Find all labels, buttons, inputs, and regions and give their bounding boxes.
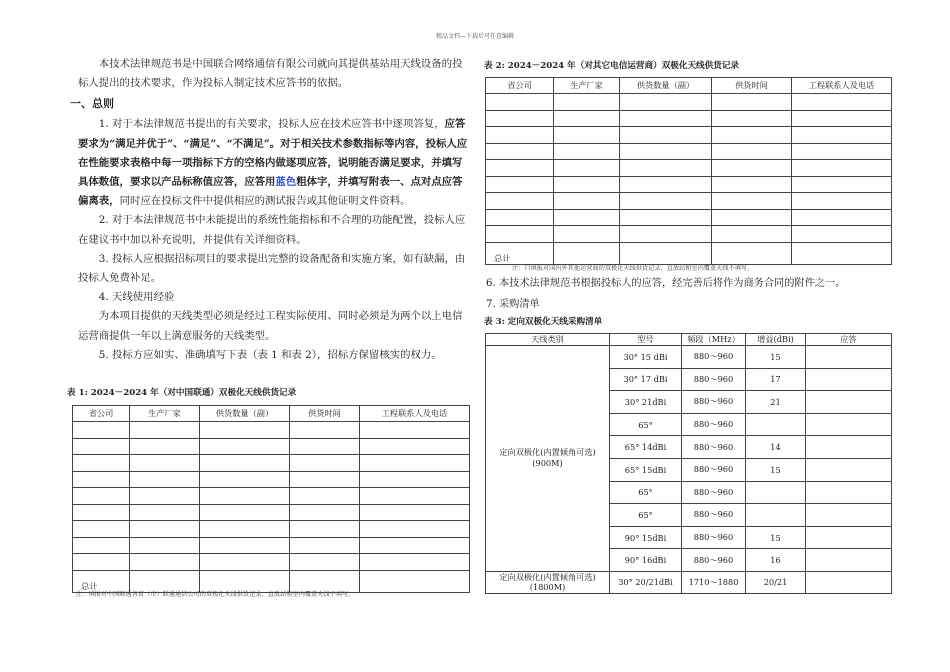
table-cell xyxy=(73,554,130,571)
table1-header-cell: 生产厂家 xyxy=(130,406,200,422)
gain-cell: 21 xyxy=(746,391,806,414)
table-cell xyxy=(486,226,554,243)
item4-body: 为本项目提供的天线类型必须是经过工程实际使用、同时必须是为两个以上电信运营商提供一年以上满意服务的天线类型。 xyxy=(78,310,463,342)
model-cell: 65° xyxy=(610,504,682,527)
table-cell xyxy=(712,209,792,226)
table2-caption: 表 2: 2024－2024 年（对其它电信运营商）双极化天线供货记录 xyxy=(484,61,740,71)
table-cell xyxy=(792,110,892,127)
model-cell: 65° 15dBi xyxy=(610,458,682,481)
table-cell xyxy=(712,176,792,193)
table-cell xyxy=(792,209,892,226)
model-cell: 30° 20/21dBi xyxy=(610,571,682,593)
table-cell xyxy=(792,226,892,243)
answer-cell xyxy=(806,458,892,481)
table-cell xyxy=(290,438,360,455)
table-cell xyxy=(290,504,360,521)
table3-header-cell: 增益(dBi) xyxy=(746,334,806,346)
table1-caption: 表 1: 2024－2024 年（对中国联通）双极化天线供货记录 xyxy=(67,388,297,398)
answer-cell xyxy=(806,391,892,414)
table3-header-cell: 型号 xyxy=(610,334,682,346)
table-cell xyxy=(554,193,620,210)
table-cell xyxy=(360,504,470,521)
table-cell xyxy=(620,193,712,210)
table-cell xyxy=(290,521,360,538)
item1-b: 应答要求为“满足并优于”、“满足”、“不满足”。对于相关技术参数指标等内容，投标人应在性能要求表格中每一项指标下方的空格内做逐项应答，说明能否满足要求，并填写具体数值，要求以产品标称值应答，应答用 xyxy=(78,118,468,189)
table-cell xyxy=(554,209,620,226)
table-cell xyxy=(73,438,130,455)
model-cell: 90° 15dBi xyxy=(610,526,682,549)
table-row xyxy=(73,554,470,571)
table-row xyxy=(73,422,470,439)
table-cell xyxy=(73,537,130,554)
gain-cell: 15 xyxy=(746,458,806,481)
table3-group2-name: 定向双极化(内置倾角可选) (1800M) xyxy=(486,571,610,593)
table2-header-cell: 工程联系人及电话 xyxy=(792,78,892,94)
table-cell xyxy=(620,226,712,243)
table-cell xyxy=(73,422,130,439)
table-cell xyxy=(73,504,130,521)
answer-cell xyxy=(806,346,892,369)
table-cell xyxy=(200,521,290,538)
table1-header-cell: 供货数量（副） xyxy=(200,406,290,422)
band-cell: 880～960 xyxy=(682,481,746,504)
table-row xyxy=(73,471,470,488)
table-cell xyxy=(712,160,792,177)
table-row xyxy=(486,160,892,177)
item4-heading: 4. 天线使用经验 xyxy=(98,291,175,304)
table-row xyxy=(486,193,892,210)
table-cell xyxy=(200,554,290,571)
table-cell xyxy=(712,127,792,144)
table-cell xyxy=(486,110,554,127)
band-cell: 880～960 xyxy=(682,458,746,481)
table-cell xyxy=(712,94,792,111)
table-cell xyxy=(200,537,290,554)
gain-cell xyxy=(746,504,806,527)
gain-cell: 17 xyxy=(746,368,806,391)
table-cell xyxy=(200,438,290,455)
table-cell xyxy=(130,455,200,472)
table3-header-cell: 天线类别 xyxy=(486,334,610,346)
table3-header-cell: 频段（MHz） xyxy=(682,334,746,346)
item1-d: 粗体字，并填写附表一、点对点应答偏离表， xyxy=(78,176,463,208)
answer-cell xyxy=(806,481,892,504)
table-cell xyxy=(554,176,620,193)
gain-cell xyxy=(746,413,806,436)
table-cell xyxy=(620,176,712,193)
table3-header-row xyxy=(486,334,892,346)
table-cell xyxy=(130,488,200,505)
table-cell xyxy=(130,471,200,488)
table-cell xyxy=(290,554,360,571)
table-cell xyxy=(620,110,712,127)
table-cell xyxy=(130,554,200,571)
table-cell xyxy=(290,455,360,472)
table-cell xyxy=(620,160,712,177)
table-row xyxy=(73,438,470,455)
table-cell xyxy=(712,193,792,210)
section-title: 一、总则 xyxy=(70,97,114,111)
table-row xyxy=(73,537,470,554)
table-cell xyxy=(554,226,620,243)
table-cell xyxy=(360,570,470,592)
band-cell: 880～960 xyxy=(682,549,746,572)
gain-cell: 16 xyxy=(746,549,806,572)
table-cell xyxy=(290,422,360,439)
table-row xyxy=(486,346,892,369)
table-cell xyxy=(792,143,892,160)
table-cell xyxy=(360,554,470,571)
table-row xyxy=(486,94,892,111)
table-cell xyxy=(200,504,290,521)
answer-cell xyxy=(806,526,892,549)
table-cell xyxy=(486,193,554,210)
answer-cell xyxy=(806,436,892,459)
table-cell xyxy=(792,160,892,177)
table3-header-cell: 应答 xyxy=(806,334,892,346)
item1-blue: 蓝色 xyxy=(275,176,297,189)
band-cell: 880～960 xyxy=(682,504,746,527)
table-cell xyxy=(200,455,290,472)
item1-paragraph xyxy=(78,115,468,211)
table-row xyxy=(486,110,892,127)
table-cell xyxy=(620,127,712,144)
table2-total-row xyxy=(486,242,892,264)
gain-cell: 20/21 xyxy=(746,571,806,593)
table-cell xyxy=(130,521,200,538)
item2-paragraph: 2. 对于本法律规范书中未能提出的系统性能指标和不合理的功能配置，投标人应在建议书中加以补充说明，并提供有关详细资料。 xyxy=(78,214,466,246)
table2 xyxy=(485,77,892,265)
table-cell xyxy=(200,471,290,488)
model-cell: 65° xyxy=(610,481,682,504)
table1-total-label: 总计 xyxy=(73,570,130,592)
answer-cell xyxy=(806,549,892,572)
table-cell xyxy=(792,127,892,144)
table1 xyxy=(72,405,470,593)
table-cell xyxy=(200,488,290,505)
band-cell: 880～960 xyxy=(682,436,746,459)
table-cell xyxy=(712,242,792,264)
table-row xyxy=(486,176,892,193)
table-row xyxy=(486,571,892,593)
table-cell xyxy=(290,488,360,505)
model-cell: 65° xyxy=(610,413,682,436)
table-cell xyxy=(554,127,620,144)
table-cell xyxy=(554,160,620,177)
table-cell xyxy=(360,471,470,488)
table-cell xyxy=(486,143,554,160)
model-cell: 30° 17 dBi xyxy=(610,368,682,391)
table-row xyxy=(486,143,892,160)
item5-paragraph: 5. 投标方应如实、准确填写下表（表 1 和表 2），招标方保留核实的权力。 xyxy=(98,348,442,361)
table2-header-cell: 供货时间 xyxy=(712,78,792,94)
item1-a: 1. 对于本法律规范书提出的有关要求，投标人应在技术应答书中逐项答复， xyxy=(98,118,445,131)
model-cell: 30° 21dBi xyxy=(610,391,682,414)
table-cell xyxy=(360,422,470,439)
table1-note: 注：填报对中国联通各省（市）联通通信公司的双极化天线供货记录，直放站和室内覆盖天线不填写。 xyxy=(76,591,355,598)
table1-header-cell: 省公司 xyxy=(73,406,130,422)
model-cell: 30° 15 dBi xyxy=(610,346,682,369)
table-cell xyxy=(554,94,620,111)
table-cell xyxy=(360,455,470,472)
table-cell xyxy=(130,438,200,455)
table-row xyxy=(73,455,470,472)
answer-cell xyxy=(806,571,892,593)
table-cell xyxy=(712,143,792,160)
answer-cell xyxy=(806,368,892,391)
gain-cell xyxy=(746,481,806,504)
table3 xyxy=(485,333,892,594)
table-row xyxy=(73,521,470,538)
table-cell xyxy=(360,488,470,505)
table-cell xyxy=(73,455,130,472)
answer-cell xyxy=(806,413,892,436)
table-cell xyxy=(620,209,712,226)
answer-cell xyxy=(806,504,892,527)
table-row xyxy=(73,504,470,521)
table-row xyxy=(486,209,892,226)
table-cell xyxy=(130,422,200,439)
table-row xyxy=(486,226,892,243)
table1-header-cell: 工程联系人及电话 xyxy=(360,406,470,422)
table-cell xyxy=(792,94,892,111)
table-cell xyxy=(792,193,892,210)
table-cell xyxy=(73,521,130,538)
table-cell xyxy=(486,127,554,144)
table-cell xyxy=(792,242,892,264)
model-cell: 65° 14dBi xyxy=(610,436,682,459)
table-cell xyxy=(486,209,554,226)
band-cell: 1710～1880 xyxy=(682,571,746,593)
table-cell xyxy=(290,471,360,488)
table-cell xyxy=(290,537,360,554)
table-cell xyxy=(486,94,554,111)
left-column xyxy=(70,55,468,365)
band-cell: 880～960 xyxy=(682,391,746,414)
band-cell: 880～960 xyxy=(682,368,746,391)
table-cell xyxy=(712,110,792,127)
table-cell xyxy=(360,521,470,538)
table-cell xyxy=(130,504,200,521)
gain-cell: 15 xyxy=(746,526,806,549)
band-cell: 880～960 xyxy=(682,526,746,549)
table-cell xyxy=(620,143,712,160)
gain-cell: 14 xyxy=(746,436,806,459)
table-cell xyxy=(486,176,554,193)
table-cell xyxy=(486,160,554,177)
gain-cell: 15 xyxy=(746,346,806,369)
table-cell xyxy=(554,110,620,127)
table-cell xyxy=(73,488,130,505)
table1-header-cell: 供货时间 xyxy=(290,406,360,422)
item7-heading: 7. 采购清单 xyxy=(486,299,540,310)
table3-group1-name: 定向双极化(内置倾角可选) (900M) xyxy=(486,346,610,572)
model-cell: 90° 16dBi xyxy=(610,549,682,572)
table-row xyxy=(73,488,470,505)
intro-paragraph: 本技术法律规范书是中国联合网络通信有限公司就向其提供基站用天线设备的投标人提出的技术要求，作为投标人制定技术应答书的依据。 xyxy=(78,58,463,90)
table-cell xyxy=(792,176,892,193)
table-cell xyxy=(554,242,620,264)
table2-header-row xyxy=(486,78,892,94)
table-cell xyxy=(130,537,200,554)
table-cell xyxy=(73,471,130,488)
table-cell xyxy=(620,242,712,264)
item1-e: 同时应在投标文件中提供相应的测试报告或其他证明文件资料。 xyxy=(119,195,411,208)
table-cell xyxy=(360,537,470,554)
table-cell xyxy=(360,438,470,455)
table-cell xyxy=(712,226,792,243)
page-header: 精品文档---下载后可任意编辑 xyxy=(435,33,515,40)
table2-header-cell: 省公司 xyxy=(486,78,554,94)
table1-header-row xyxy=(73,406,470,422)
table2-header-cell: 供货数量（副） xyxy=(620,78,712,94)
table2-total-label: 总计 xyxy=(486,242,554,264)
table2-note: 注：只填报对国内外其他运营商的双极化天线供货记录，直放站和室内覆盖天线不填写。 xyxy=(512,265,754,272)
table-cell xyxy=(200,422,290,439)
table-row xyxy=(486,127,892,144)
band-cell: 880～960 xyxy=(682,346,746,369)
table3-caption: 表 3: 定向双极化天线采购清单 xyxy=(484,317,603,327)
band-cell: 880～960 xyxy=(682,413,746,436)
table2-header-cell: 生产厂家 xyxy=(554,78,620,94)
item6-paragraph: 6. 本技术法律规范书根据投标人的应答，经完善后将作为商务合同的附件之一。 xyxy=(486,278,846,289)
item3-paragraph: 3. 投标人应根据招标项目的要求提出完整的设备配备和实施方案，如有缺漏，由投标人免费补足。 xyxy=(78,252,466,285)
table-cell xyxy=(554,143,620,160)
table-cell xyxy=(620,94,712,111)
